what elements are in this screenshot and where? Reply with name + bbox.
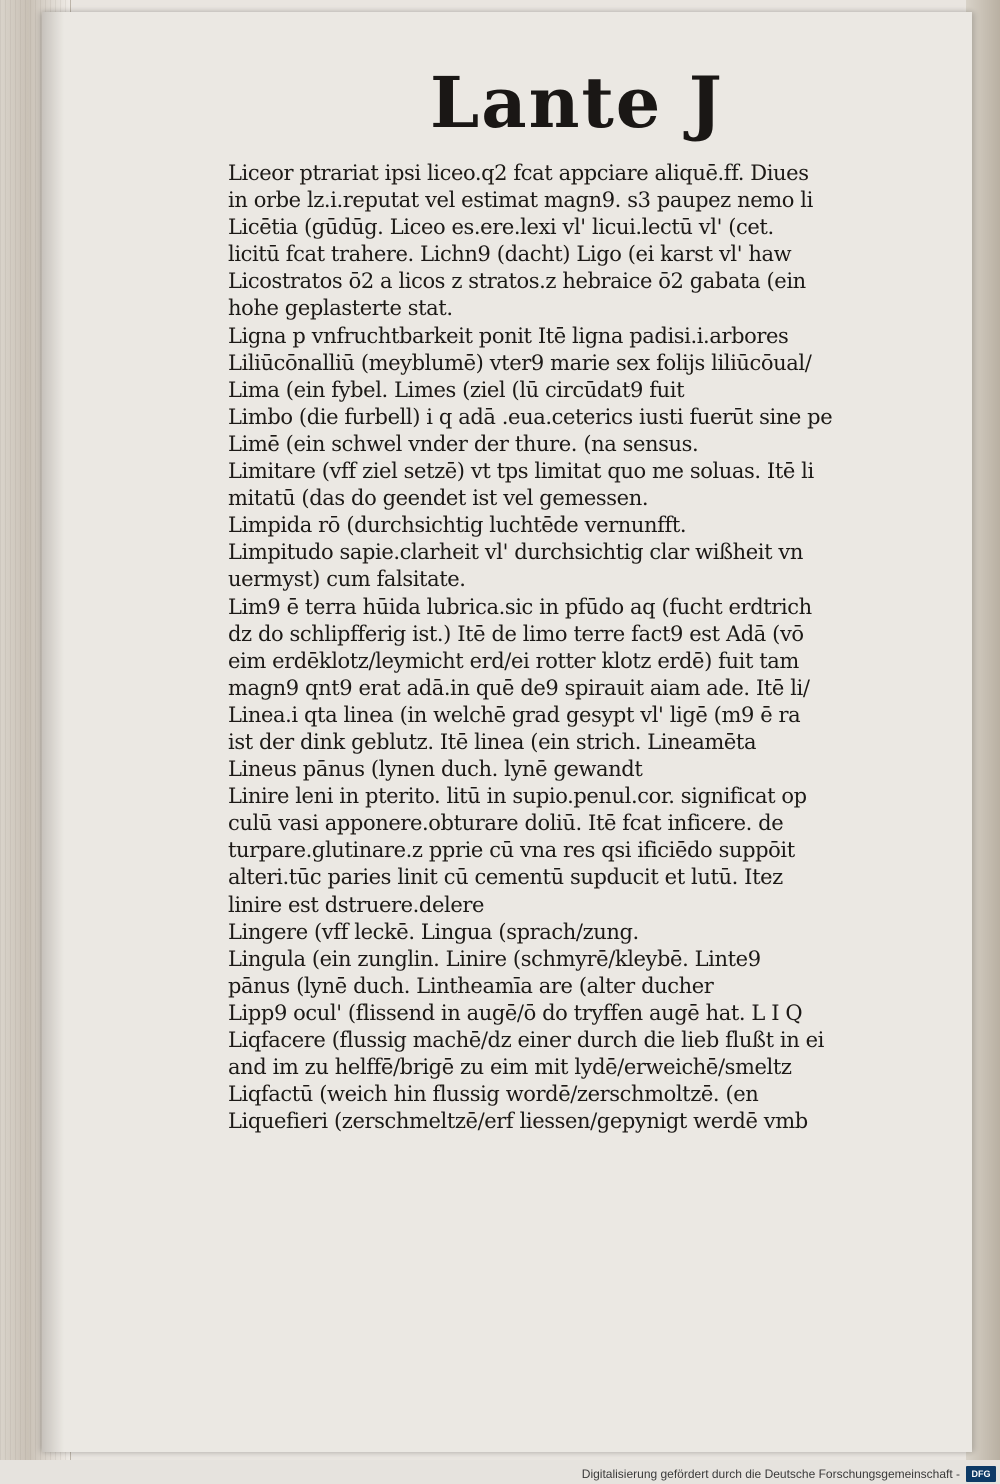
text-line: pānus (lynē duch. Lintheamīa are (alter ducher: [228, 973, 714, 998]
text-line: linire est dstruere.delere: [228, 892, 485, 917]
page-heading: Lante J: [430, 61, 724, 144]
text-line: culū vasi apponere.obturare doliū. Itē fcat inficere. de: [228, 811, 784, 836]
text-line: Limpida rō (durchsichtig luchtēde vernunfft.: [228, 513, 687, 538]
text-line: alteri.tūc paries linit cū cementū supducit et lutū. Itez: [228, 865, 783, 890]
text-line: uermyst) cum falsitate.: [228, 567, 466, 592]
dfg-logo: DFG: [966, 1466, 996, 1482]
text-line: Liliūcōnalliū (meyblumē) vter9 marie sex folijs liliūcōual/: [228, 350, 812, 375]
text-line: Lingula (ein zunglin. Linire (schmyrē/kleybē. Linte9: [228, 946, 761, 971]
text-line: Licētia (gūdūg. Liceo es.ere.lexi vl' licui.lectū vl' (cet.: [228, 215, 774, 240]
text-line: Liqfactū (weich hin flussig wordē/zerschmoltzē. (en: [228, 1082, 759, 1107]
text-line: Linea.i qta linea (in welchē grad gesypt vl' ligē (m9 ē ra: [228, 702, 801, 727]
text-line: Lineus pānus (lynen duch. lynē gewandt: [228, 757, 643, 782]
text-line: eim erdēklotz/leymicht erd/ei rotter klotz erdē) fuit tam: [228, 648, 799, 673]
text-line: Lima (ein fybel. Limes (ziel (lū circūdat9 fuit: [228, 377, 685, 402]
text-line: Limbo (die furbell) i q adā .eua.ceterics iusti fuerūt sine pe: [228, 404, 833, 429]
text-line: ist der dink geblutz. Itē linea (ein strich. Lineamēta: [228, 729, 757, 754]
text-line: turpare.glutinare.z pprie cū vna res qsi ificiēdo suppōit: [228, 838, 795, 863]
text-line: Lipp9 ocul' (flissend in augē/ō do tryffen augē hat. L I Q: [228, 1000, 803, 1025]
text-line: Ligna p vnfruchtbarkeit ponit Itē ligna padisi.i.arbores: [228, 323, 789, 348]
text-line: magn9 qnt9 erat adā.in quē de9 spirauit aiam ade. Itē li/: [228, 675, 810, 700]
text-line: Lingere (vff leckē. Lingua (sprach/zung.: [228, 919, 639, 944]
text-line: Linire leni in pterito. litū in supio.penul.cor. significat op: [228, 784, 807, 809]
text-line: hohe geplasterte stat.: [228, 296, 453, 321]
text-line: dz do schlipfferig ist.) Itē de limo terre fact9 est Adā (vō: [228, 621, 804, 646]
text-line: Lim9 ē terra hūida lubrica.sic in pfūdo aq (fucht erdtrich: [228, 594, 812, 619]
text-line: Liqfacere (flussig machē/dz einer durch die lieb flußt in ei: [228, 1028, 824, 1052]
text-line: Liceor ptrariat ipsi liceo.q2 fcat appciare aliquē.ff. Diues: [228, 161, 809, 185]
text-line: in orbe lz.i.reputat vel estimat magn9. s3 paupez nemo li: [228, 188, 813, 213]
text-line: licitū fcat trahere. Lichn9 (dacht) Ligo (ei karst vl' haw: [228, 242, 792, 267]
text-line: Limitare (vff ziel setzē) vt tps limitat quo me soluas. Itē li: [228, 459, 814, 484]
dictionary-text-block: [228, 160, 910, 1135]
digitization-credit: Digitalisierung gefördert durch die Deutsche Forschungsgemeinschaft -: [581, 1467, 960, 1481]
text-line: and im zu helffē/brigē zu eim mit lydē/erweichē/smeltz: [228, 1055, 792, 1080]
text-line: mitatū (das do geendet ist vel gemessen.: [228, 486, 649, 511]
text-line: Liquefieri (zerschmeltzē/erf liessen/gepynigt werdē vmb: [228, 1109, 808, 1134]
text-line: Licostratos ō2 a licos z stratos.z hebraice ō2 gabata (ein: [228, 269, 806, 294]
text-line: Limpitudo sapie.clarheit vl' durchsichtig clar wißheit vn: [228, 540, 804, 565]
text-line: Limē (ein schwel vnder der thure. (na sensus.: [228, 431, 699, 456]
